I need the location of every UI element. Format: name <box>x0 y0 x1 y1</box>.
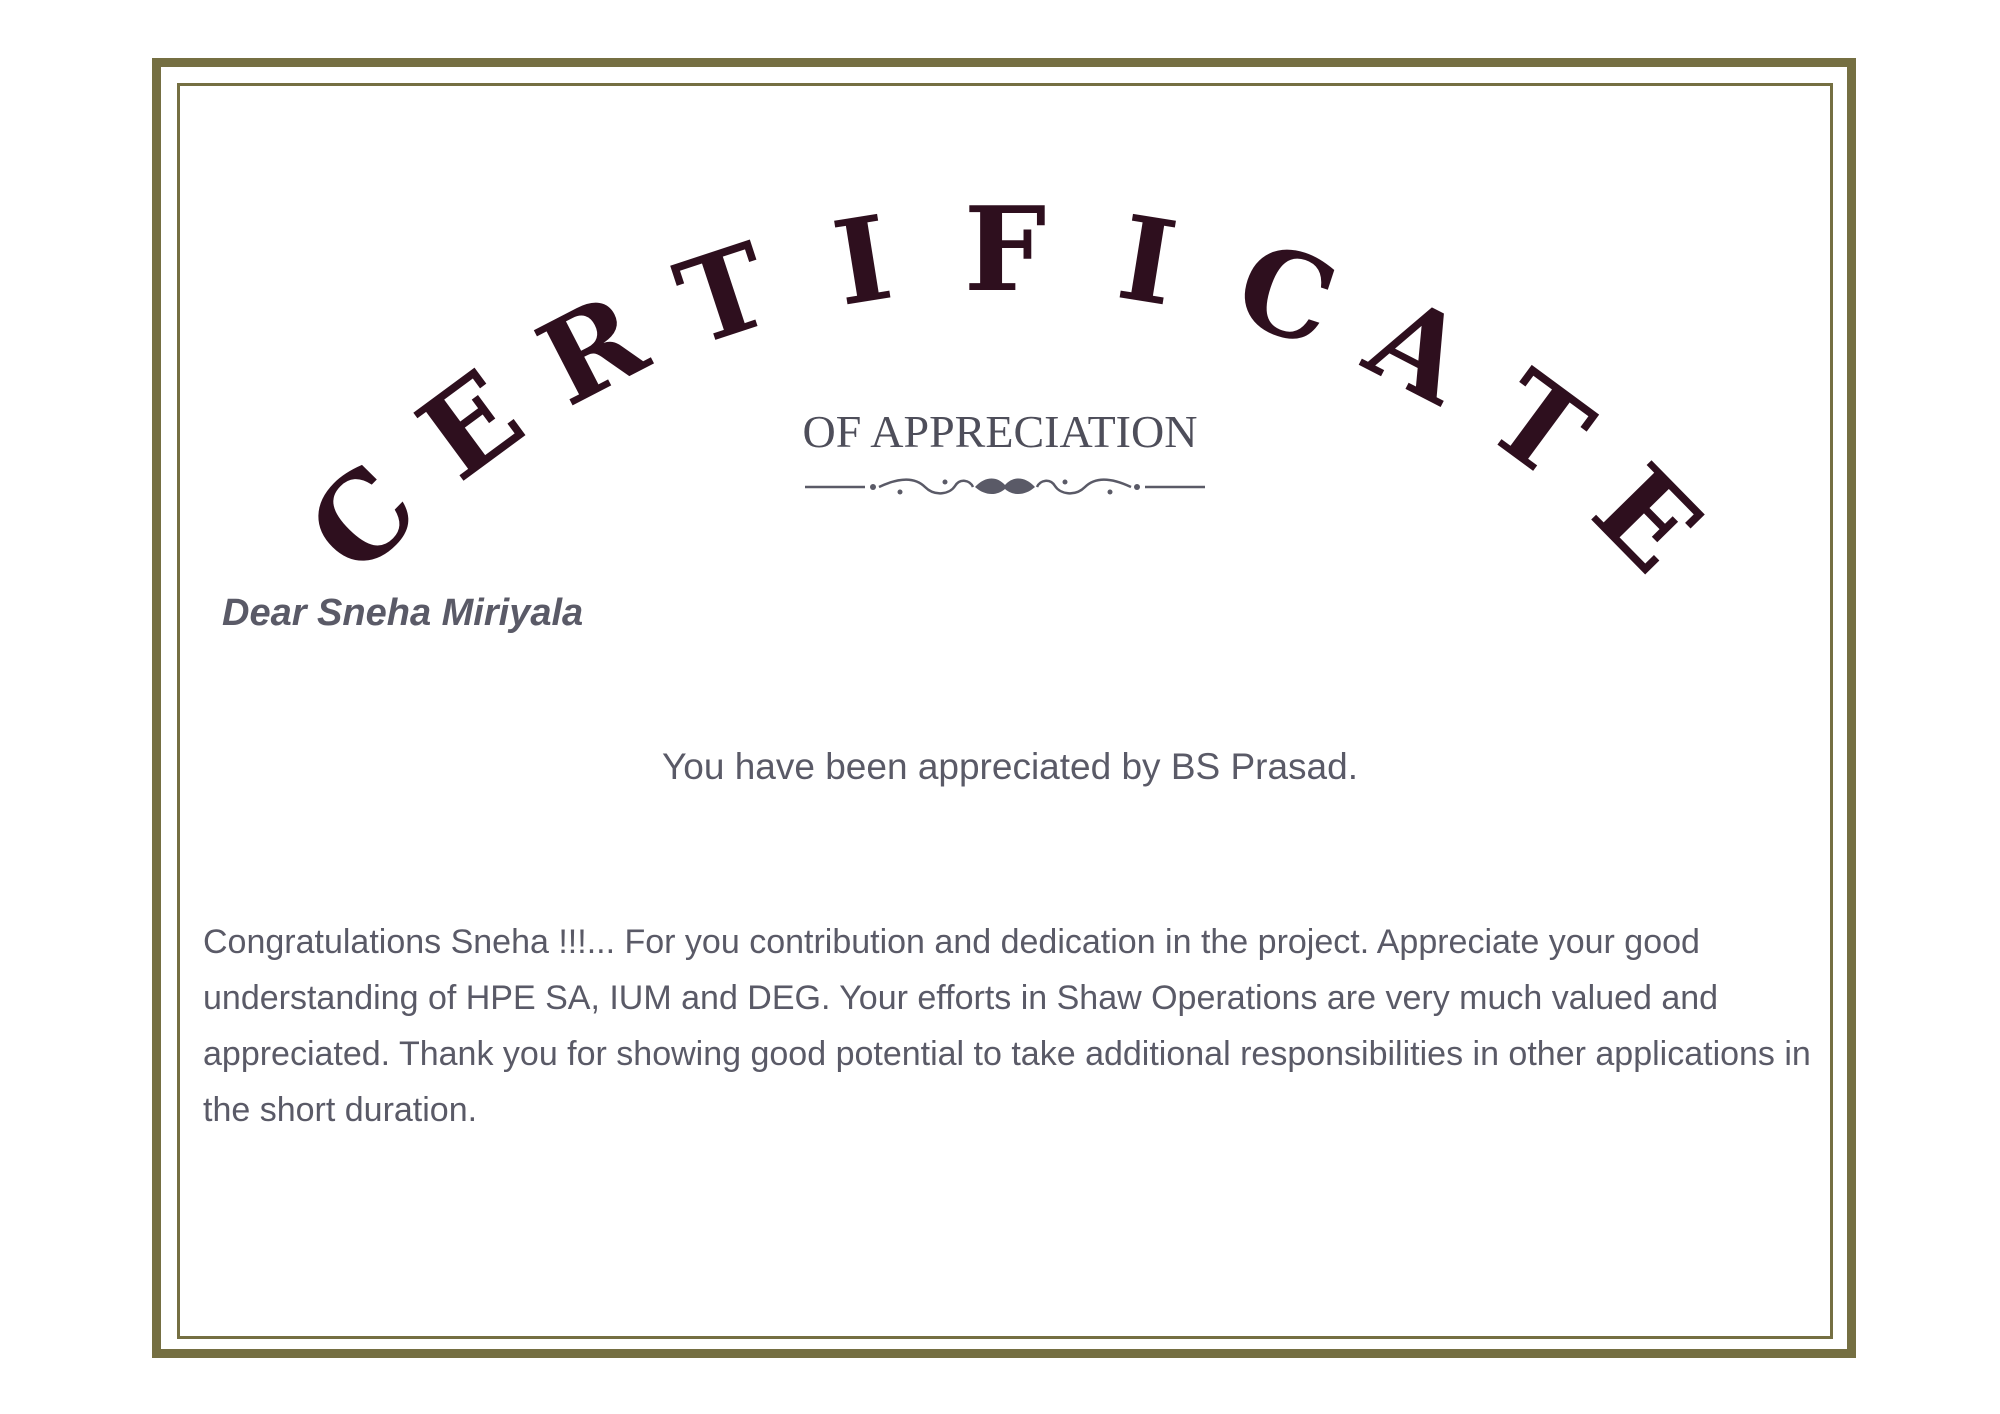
appreciation-message: Congratulations Sneha !!!... For you contribution and dedication in the project. Appreciate your good understanding of HPE SA, IUM and DEG. Your efforts in Shaw Operations are very much valued and appreciated. Thank you for showing good potential to take additional responsibilities in other applications in the short duration. <box>203 923 1811 1129</box>
title-letter: E <box>1567 439 1727 599</box>
title-letter: I <box>1109 189 1185 333</box>
certificate-title <box>0 0 2000 600</box>
appreciated-by-line: You have been appreciated by BS Prasad. <box>662 746 1358 787</box>
title-letter: E <box>395 344 547 507</box>
title-letter: F <box>963 182 1047 318</box>
title-letter: T <box>661 216 787 374</box>
title-letter: C <box>1221 215 1352 375</box>
title-letter: A <box>1346 269 1489 432</box>
certificate-subtitle: OF APPRECIATION <box>802 406 1198 457</box>
title-letter: I <box>825 189 901 333</box>
ornament-divider-icon <box>805 472 1205 502</box>
title-letter: C <box>282 438 444 600</box>
title-letter: T <box>1463 345 1615 506</box>
title-letter: R <box>518 267 667 433</box>
recipient-greeting: Dear Sneha Miriyala <box>222 592 584 634</box>
